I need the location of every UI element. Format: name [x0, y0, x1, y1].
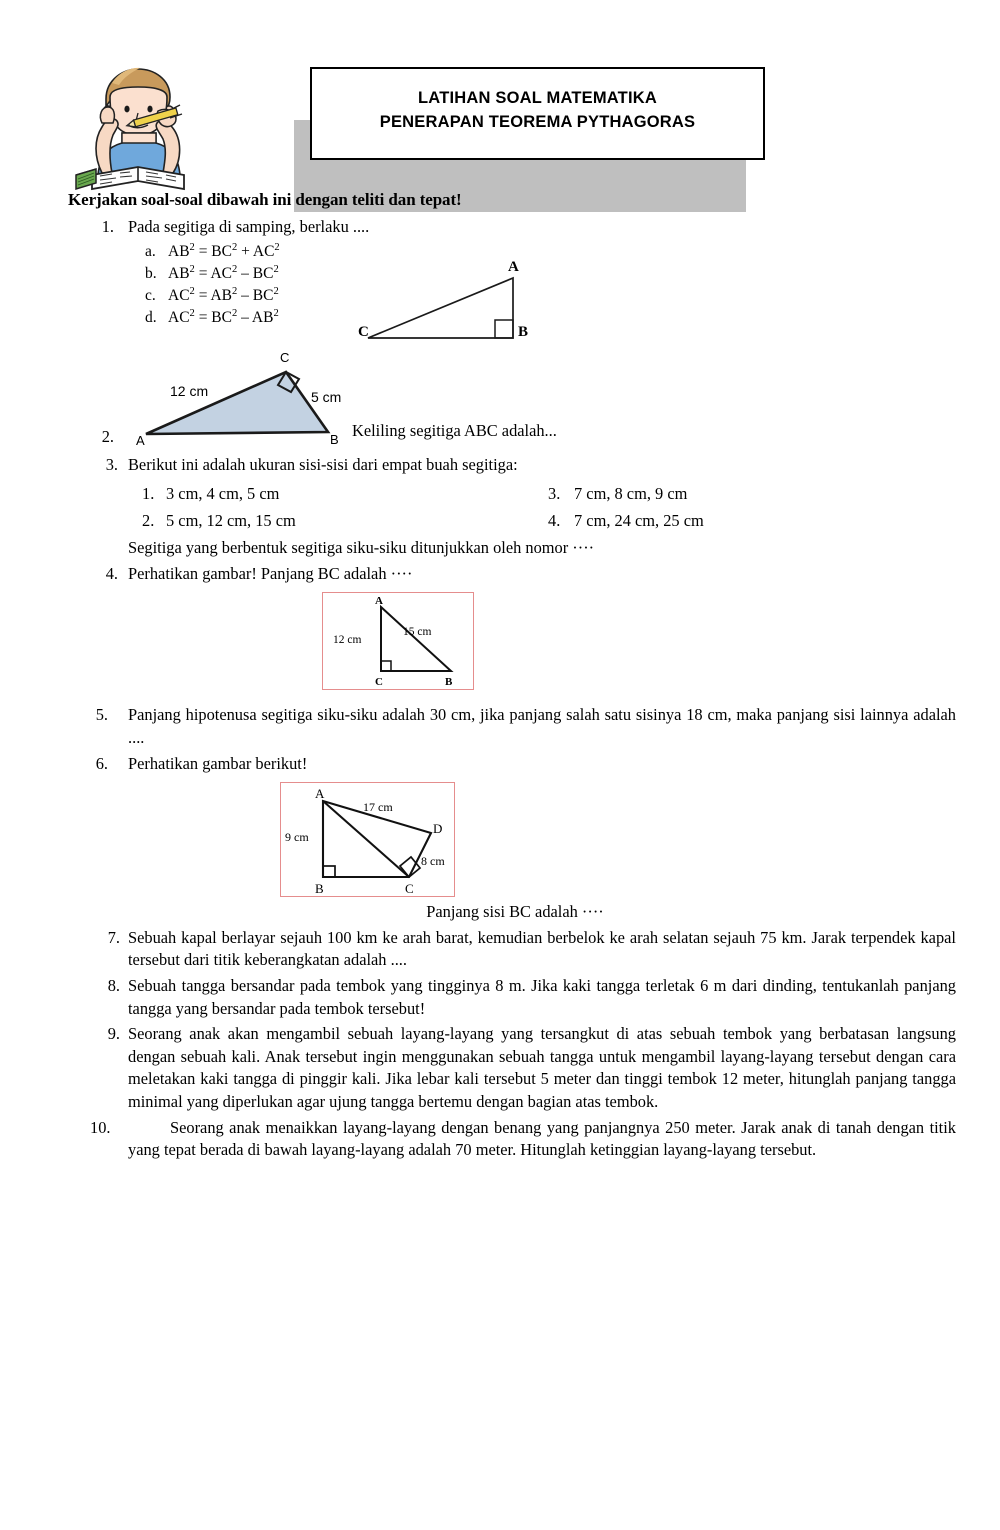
svg-text:C: C: [375, 676, 383, 689]
svg-text:C: C: [405, 880, 414, 896]
question-8-text: Sebuah tangga bersandar pada tembok yang tingginya 8 m. Jika kaki tangga terletak 6 m dari dinding, tentukanlah panjang tangga yang bersandar pada tembok tersebut!: [128, 975, 956, 1018]
option-c-text: $AC^2 = AB^2 - BC^2$: [168, 285, 279, 305]
triangle-option-2-number: 2.: [142, 511, 155, 531]
svg-text:12 cm: 12 cm: [170, 383, 209, 399]
svg-text:D: D: [433, 820, 443, 836]
triangle-option-1-sides: 3 cm, 4 cm, 5 cm: [166, 483, 280, 503]
question-2-text: Keliling segitiga ABC adalah...: [352, 421, 557, 440]
question-5-text: Panjang hipotenusa segitiga siku-siku adalah 30 cm, jika panjang salah satu sisinya 18 cm, maka panjang sisi lainnya adalah ....: [128, 705, 956, 747]
question-1-triangle-figure: [358, 256, 548, 358]
question-9-number: 9.: [107, 1024, 120, 1044]
triangle-option-4: [548, 507, 1000, 535]
question-6: [0, 753, 1000, 923]
question-6-figure-box: [280, 782, 455, 897]
question-8-number: 8.: [107, 975, 120, 995]
question-7-text: Sebuah kapal berlayar sejauh 100 km ke arah barat, kemudian berbelok ke arah selatan sejauh 75 km. Jarak terpendek kapal tersebut dari titik keberangkatan adalah ....: [128, 927, 956, 970]
svg-text:9 cm: 9 cm: [285, 829, 309, 844]
question-7: [0, 927, 1000, 972]
svg-text:15 cm: 15 cm: [403, 626, 432, 639]
question-6-text: Perhatikan gambar berikut!: [128, 754, 308, 774]
svg-text:8 cm: 8 cm: [421, 853, 445, 868]
question-5-number: 5.: [95, 705, 108, 725]
instruction-text: Kerjakan soal-soal dibawah ini dengan teliti dan tepat!: [68, 190, 462, 209]
svg-text:C: C: [280, 350, 290, 365]
question-6-number: 6.: [95, 754, 108, 774]
question-2: [0, 344, 1000, 454]
svg-text:17 cm: 17 cm: [363, 799, 393, 814]
option-c[interactable]: [128, 285, 1000, 307]
question-4-text: Perhatikan gambar! Panjang BC adalah ····: [128, 564, 413, 584]
question-1-number: 1.: [101, 217, 114, 236]
option-d[interactable]: [128, 307, 1000, 329]
question-1-options: [128, 241, 1000, 330]
question-4-figure-box: [322, 592, 474, 690]
option-b-text: $AB^2 = AC^2 - BC^2$: [168, 263, 279, 282]
svg-text:A: A: [315, 785, 325, 801]
svg-text:B: B: [518, 324, 529, 340]
option-a-letter: a.: [145, 242, 156, 260]
svg-text:C: C: [358, 324, 369, 340]
question-5: [0, 704, 1000, 749]
option-d-text: $AC^2 = BC^2 - AB^2$: [168, 308, 279, 327]
question-2-triangle-figure: [128, 344, 358, 456]
question-9-text: Seorang anak akan mengambil sebuah layang-layang yang tersangkut di atas sebuah tembok yang berbatasan langsung dengan sebuah kali. Anak tersebut ingin menggunakan sebuah tangga untuk mengambil layang-layang tersebut dengan cara meletakan kaki tangga di pinggir kali. Jika lebar kali tersebut 5 meter dan tinggi tembok 12 meter, hitunglah panjang tangga minimal yang diperlukan agar ujung tangga bertemu dengan bagian atas tembok.: [128, 1024, 956, 1112]
question-3-triangle-list: [128, 480, 1000, 535]
option-b-letter: b.: [145, 264, 157, 282]
worksheet-body: [0, 190, 1000, 1162]
option-c-letter: c.: [145, 286, 156, 304]
question-1: [0, 216, 1000, 340]
triangle-option-2-sides: 5 cm, 12 cm, 15 cm: [166, 511, 296, 531]
question-2-number: 2.: [101, 427, 114, 446]
svg-text:A: A: [136, 433, 145, 448]
option-b[interactable]: [128, 263, 1000, 285]
question-6-caption: Panjang sisi BC adalah ····: [426, 901, 604, 921]
title-line-2: PENERAPAN TEOREMA PYTHAGORAS: [379, 112, 696, 131]
triangle-option-3-number: 3.: [548, 483, 561, 503]
svg-text:B: B: [315, 880, 324, 896]
triangle-option-4-number: 4.: [548, 511, 561, 531]
question-7-number: 7.: [107, 927, 120, 947]
triangle-option-1-number: 1.: [142, 483, 155, 503]
triangle-option-3: [548, 480, 1000, 508]
triangle-option-2: [128, 507, 548, 535]
boy-studying-illustration: [72, 63, 204, 193]
triangle-option-3-sides: 7 cm, 8 cm, 9 cm: [574, 483, 688, 503]
option-a-text: $AB^2 = BC^2 + AC^2$: [168, 241, 280, 260]
question-10: [0, 1117, 1000, 1162]
svg-text:B: B: [330, 432, 339, 447]
svg-text:5 cm: 5 cm: [311, 389, 342, 405]
question-10-number: 10.: [90, 1117, 111, 1137]
triangle-option-1: [128, 480, 548, 508]
triangle-option-4-sides: 7 cm, 24 cm, 25 cm: [574, 511, 704, 531]
option-a[interactable]: [128, 241, 1000, 263]
option-d-letter: d.: [145, 309, 157, 327]
svg-text:12 cm: 12 cm: [333, 634, 362, 647]
svg-text:A: A: [508, 259, 519, 275]
question-3: [0, 454, 1000, 559]
header: [0, 55, 1000, 185]
question-3-text: Berikut ini adalah ukuran sisi-sisi dari empat buah segitiga:: [128, 455, 518, 474]
question-3-number: 3.: [105, 455, 118, 474]
question-1-text: Pada segitiga di samping, berlaku ....: [128, 217, 370, 236]
question-4-number: 4.: [105, 564, 118, 584]
question-9: [0, 1023, 1000, 1114]
title-line-1: LATIHAN SOAL MATEMATIKA: [418, 89, 657, 107]
svg-text:A: A: [375, 595, 383, 608]
title-box: [310, 67, 765, 160]
question-4: [0, 563, 1000, 690]
question-10-text: Seorang anak menaikkan layang-layang dengan benang yang panjangnya 250 meter. Jarak anak di tanah dengan titik yang tepat berada di bawah layang-layang adalah 70 meter. Hitunglah ketinggian layang-layang tersebut.: [128, 1117, 956, 1160]
question-8: [0, 975, 1000, 1020]
question-3-tail: Segitiga yang berbentuk segitiga siku-siku ditunjukkan oleh nomor ····: [128, 537, 595, 557]
svg-text:B: B: [445, 676, 453, 689]
